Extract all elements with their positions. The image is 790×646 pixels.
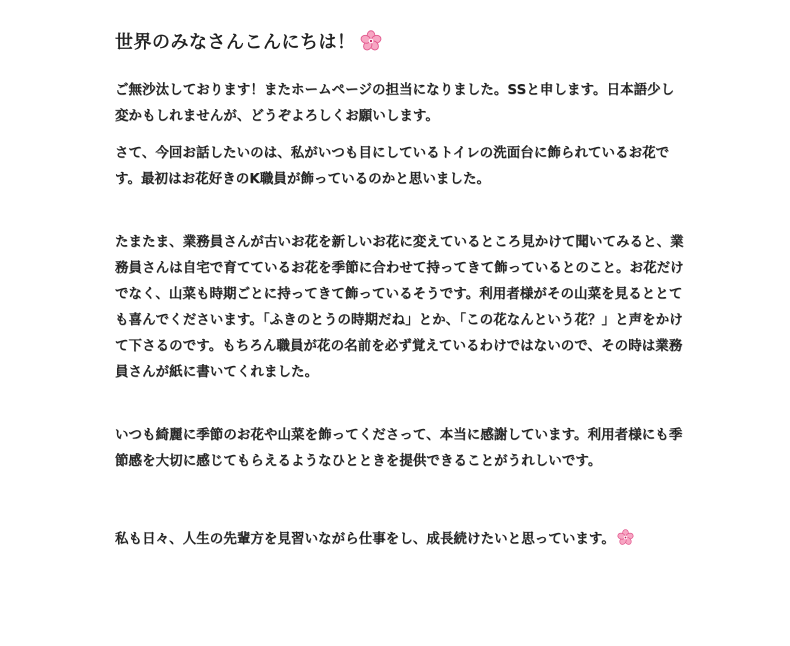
paragraph-closing-text: 私も日々、人生の先輩方を見習いながら仕事をし、成長続けたいと思っています。: [115, 532, 615, 547]
page-title: [115, 28, 685, 58]
paragraph-story: たまたま、業務員さんが古いお花を新しいお花に変えているところ見かけて聞いてみると、業務員さんは自宅で育てているお花を季節に合わせて持ってきて飾っているとのこと。お花だけでなく、山菜も時期ごとに持ってきて飾っているそうです。利用者様がその山菜を見るととても喜んでくださいます。「ふきのとうの時期だね」とか、「この花なんという花？」と声をかけて下さるのです。もちろん職員が花の名前を必ず覚えているわけではないので、その時は業務員さんが紙に書いてくれました。: [115, 235, 684, 380]
cherry-blossom-icon: [360, 30, 382, 52]
paragraph-intro: ご無沙汰しております！またホームページの担当になりました。SSと申します。日本語少し変かもしれませんが、どうぞよろしくお願いします。: [115, 83, 675, 124]
paragraph-closing: [115, 527, 685, 553]
paragraph-topic: さて、今回お話したいのは、私がいつも目にしているトイレの洗面台に飾られているお花です。最初はお花好きのK職員が飾っているのかと思いました。: [115, 146, 670, 187]
paragraph-thanks: いつも綺麗に季節のお花や山菜を飾ってくださって、本当に感謝しています。利用者様にも季節感を大切に感じてもらえるようなひとときを提供できることがうれしいです。: [115, 428, 683, 469]
cherry-blossom-icon: [617, 529, 634, 546]
page-title-text: 世界のみなさんこんにちは！: [115, 32, 356, 53]
article: [115, 28, 685, 553]
